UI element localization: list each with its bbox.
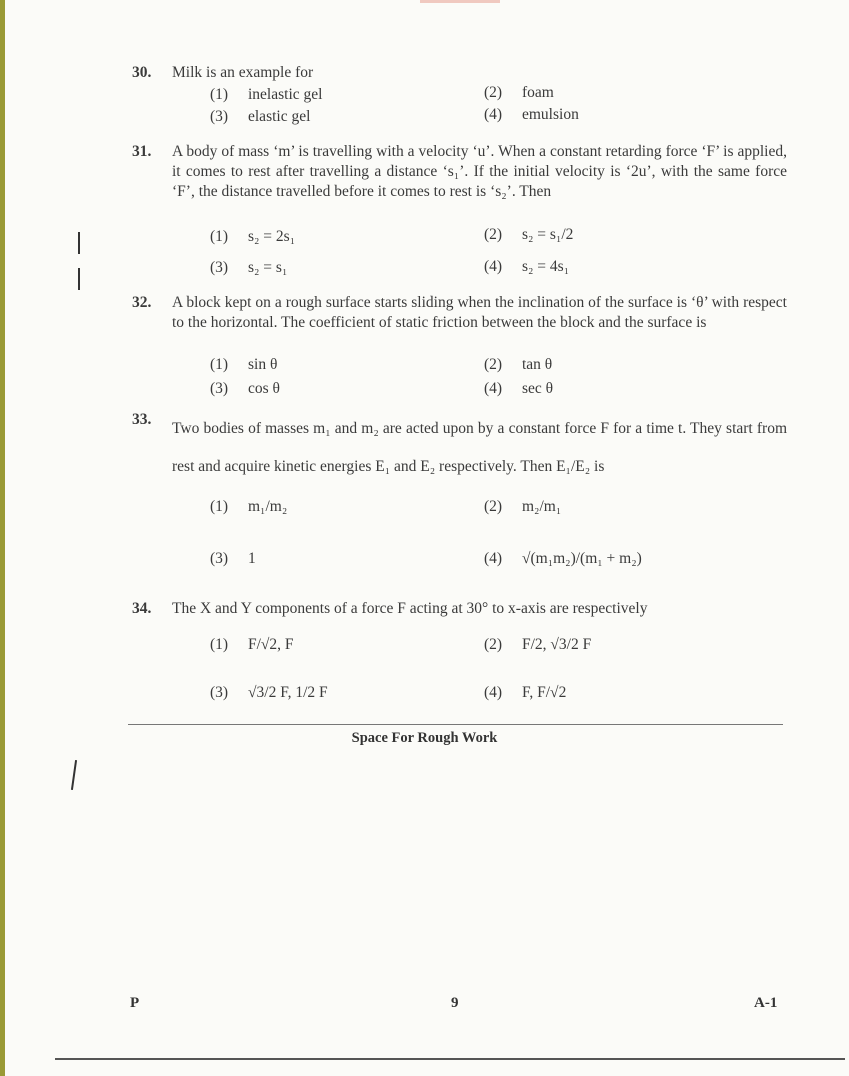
divider bbox=[128, 724, 783, 725]
option-text: m₁/m₂ bbox=[248, 498, 288, 515]
question-number: 33. bbox=[132, 411, 152, 428]
option-text: sec θ bbox=[522, 380, 554, 397]
option-number: (4) bbox=[484, 550, 503, 567]
option-text: sin θ bbox=[248, 356, 278, 373]
question-number: 30. bbox=[132, 64, 152, 81]
option-1 bbox=[210, 228, 295, 246]
footer-left: P bbox=[130, 995, 140, 1011]
option-text: cos θ bbox=[248, 380, 280, 397]
option-text: F, F/√2 bbox=[522, 684, 567, 701]
option-text: m₂/m₁ bbox=[522, 498, 562, 515]
question-34 bbox=[132, 599, 787, 621]
question-text: Two bodies of masses m₁ and m₂ are acted upon by a constant force F for a time t. They start from rest and acquire kinetic energies E₁ and E₂ respectively. Then E₁/E₂ is bbox=[172, 420, 787, 475]
option-text: tan θ bbox=[522, 356, 553, 373]
margin-mark bbox=[78, 268, 80, 290]
option-4 bbox=[484, 550, 642, 568]
option-number: (4) bbox=[484, 258, 503, 275]
option-number: (2) bbox=[484, 498, 503, 515]
option-text: F/2, √3/2 F bbox=[522, 636, 592, 653]
option-2 bbox=[484, 226, 573, 244]
option-number: (1) bbox=[210, 498, 229, 515]
scan-mark-bottom bbox=[55, 1058, 845, 1060]
margin-mark bbox=[71, 760, 77, 790]
option-text: s₂ = 4s₁ bbox=[522, 258, 570, 275]
option-3 bbox=[210, 380, 280, 398]
question-number: 31. bbox=[132, 143, 152, 160]
option-1 bbox=[210, 498, 287, 516]
option-number: (1) bbox=[210, 228, 229, 245]
option-text: s₂ = s₁/2 bbox=[522, 226, 574, 243]
question-text: A block kept on a rough surface starts sliding when the inclination of the surface is ‘θ’ with respect to the horizontal. The coefficient of static friction between the block and the surface is bbox=[172, 294, 787, 331]
margin-mark bbox=[78, 232, 80, 254]
option-3 bbox=[210, 108, 310, 126]
option-text: √(m₁m₂)/(m₁ + m₂) bbox=[522, 550, 642, 567]
option-4 bbox=[484, 106, 579, 124]
option-number: (4) bbox=[484, 106, 503, 123]
option-3 bbox=[210, 550, 256, 568]
option-number: (2) bbox=[484, 356, 503, 373]
option-4 bbox=[484, 258, 569, 276]
option-number: (3) bbox=[210, 259, 229, 276]
option-text: 1 bbox=[248, 550, 256, 567]
question-31 bbox=[132, 142, 787, 204]
option-1 bbox=[210, 356, 277, 374]
option-text: inelastic gel bbox=[248, 86, 323, 103]
option-number: (2) bbox=[484, 636, 503, 653]
option-4 bbox=[484, 684, 566, 702]
option-number: (3) bbox=[210, 550, 229, 567]
option-number: (1) bbox=[210, 636, 229, 653]
option-2 bbox=[484, 84, 554, 102]
scan-mark-top bbox=[420, 0, 500, 3]
option-4 bbox=[484, 380, 553, 398]
question-text: Milk is an example for bbox=[172, 64, 314, 81]
question-text: The X and Y components of a force F acting at 30° to x-axis are respectively bbox=[172, 600, 648, 617]
footer-right: A-1 bbox=[754, 995, 778, 1011]
option-text: √3/2 F, 1/2 F bbox=[248, 684, 328, 701]
option-number: (3) bbox=[210, 684, 229, 701]
option-1 bbox=[210, 636, 294, 654]
option-text: emulsion bbox=[522, 106, 579, 123]
option-number: (1) bbox=[210, 86, 229, 103]
option-text: elastic gel bbox=[248, 108, 311, 125]
question-number: 34. bbox=[132, 600, 152, 617]
question-text: A body of mass ‘m’ is travelling with a velocity ‘u’. When a constant retarding force ‘F’ is applied, it comes to rest after travelling a distance ‘s₁’. If the initial velocity is ‘2u’, with the same force ‘F’, the distance travelled before it comes to rest is ‘s₂’. Then bbox=[172, 143, 787, 200]
option-number: (3) bbox=[210, 108, 229, 125]
rough-work-heading: Space For Rough Work bbox=[351, 730, 498, 746]
option-number: (4) bbox=[484, 684, 503, 701]
option-number: (1) bbox=[210, 356, 229, 373]
option-number: (3) bbox=[210, 380, 229, 397]
option-1 bbox=[210, 86, 322, 104]
option-text: F/√2, F bbox=[248, 636, 294, 653]
option-2 bbox=[484, 498, 561, 516]
question-number: 32. bbox=[132, 294, 152, 311]
question-33 bbox=[132, 410, 787, 475]
question-32 bbox=[132, 293, 787, 355]
option-3 bbox=[210, 684, 328, 702]
page-edge bbox=[0, 0, 5, 1076]
option-text: s₂ = s₁ bbox=[248, 259, 288, 276]
page-number: 9 bbox=[451, 995, 459, 1011]
option-text: foam bbox=[522, 84, 554, 101]
option-text: s₂ = 2s₁ bbox=[248, 228, 296, 245]
option-2 bbox=[484, 636, 591, 654]
option-number: (4) bbox=[484, 380, 503, 397]
option-3 bbox=[210, 259, 287, 277]
option-2 bbox=[484, 356, 552, 374]
option-number: (2) bbox=[484, 226, 503, 243]
option-number: (2) bbox=[484, 84, 503, 101]
